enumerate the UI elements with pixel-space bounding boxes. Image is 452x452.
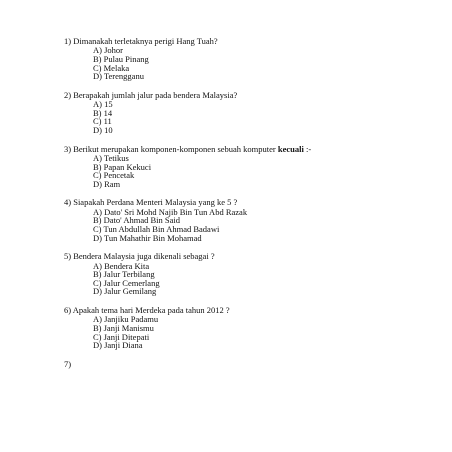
answer-options <box>64 315 434 349</box>
answer-option: A) 15 <box>93 99 113 110</box>
answer-option: D) Tun Mahathir Bin Mohamad <box>93 232 202 243</box>
question-text <box>64 91 434 100</box>
question-prompt: Siapakah Perdana Menteri Malaysia yang ke 5 ? <box>73 197 238 208</box>
question-2 <box>64 91 434 135</box>
question-number: 2) <box>64 89 72 100</box>
question-number: 4) <box>64 197 72 208</box>
answer-option: D) Terengganu <box>93 71 144 82</box>
answer-option: D) 10 <box>93 124 113 135</box>
question-number: 3) <box>64 143 72 154</box>
question-1 <box>64 37 434 81</box>
answer-options <box>64 154 434 188</box>
question-number: 7) <box>64 358 72 369</box>
answer-option: B) Dato' Ahmad Bin Said <box>93 215 181 226</box>
question-suffix: :- <box>303 143 312 154</box>
answer-options <box>64 46 434 80</box>
answer-option: B) Janji Manismu <box>93 322 154 333</box>
answer-option: C) 11 <box>93 116 112 127</box>
question-7 <box>64 360 434 369</box>
answer-option: D) Jalur Gemilang <box>93 286 157 297</box>
question-emphasis: kecuali <box>277 143 304 154</box>
question-6 <box>64 306 434 350</box>
answer-option: A) Janjiku Padamu <box>93 314 159 325</box>
answer-options <box>64 208 434 242</box>
answer-option: A) Johor <box>93 45 123 56</box>
question-number: 5) <box>64 251 72 262</box>
question-prompt: Apakah tema hari Merdeka pada tahun 2012 ? <box>72 304 230 315</box>
answer-option: D) Janji Diana <box>93 340 143 351</box>
question-3 <box>64 145 434 189</box>
question-text <box>64 360 434 369</box>
answer-option: C) Janji Ditepati <box>93 331 150 342</box>
answer-option: A) Bendera Kita <box>93 260 150 271</box>
question-prompt: Berapakah jumlah jalur pada bendera Malaysia? <box>73 89 238 100</box>
answer-option: C) Jalur Cemerlang <box>93 277 160 288</box>
question-5 <box>64 252 434 296</box>
answer-option: B) Pulau Pinang <box>93 54 149 64</box>
answer-option: B) Jalur Terbilang <box>93 269 155 280</box>
answer-options <box>64 100 434 134</box>
answer-option: B) 14 <box>93 107 113 118</box>
question-number: 6) <box>64 304 72 315</box>
answer-option: A) Tetikus <box>93 152 129 163</box>
answer-option: B) Papan Kekuci <box>93 161 152 172</box>
question-4 <box>64 198 434 242</box>
question-prompt: Dimanakah terletaknya perigi Hang Tuah? <box>73 36 218 46</box>
answer-option: C) Tun Abdullah Bin Ahmad Badawi <box>93 223 220 234</box>
quiz-question-list <box>64 37 434 379</box>
answer-option: D) Ram <box>93 178 121 189</box>
question-number: 1) <box>64 36 72 46</box>
answer-option: C) Melaka <box>93 62 130 73</box>
question-prompt: Bendera Malaysia juga dikenali sebagai ? <box>73 251 215 262</box>
answer-option: A) Dato' Sri Mohd Najib Bin Tun Abd Razak <box>93 206 248 217</box>
answer-options <box>64 262 434 296</box>
answer-option: C) Pencetak <box>93 170 135 181</box>
question-prompt: Berikut merupakan komponen-komponen sebuah komputer <box>73 143 278 154</box>
